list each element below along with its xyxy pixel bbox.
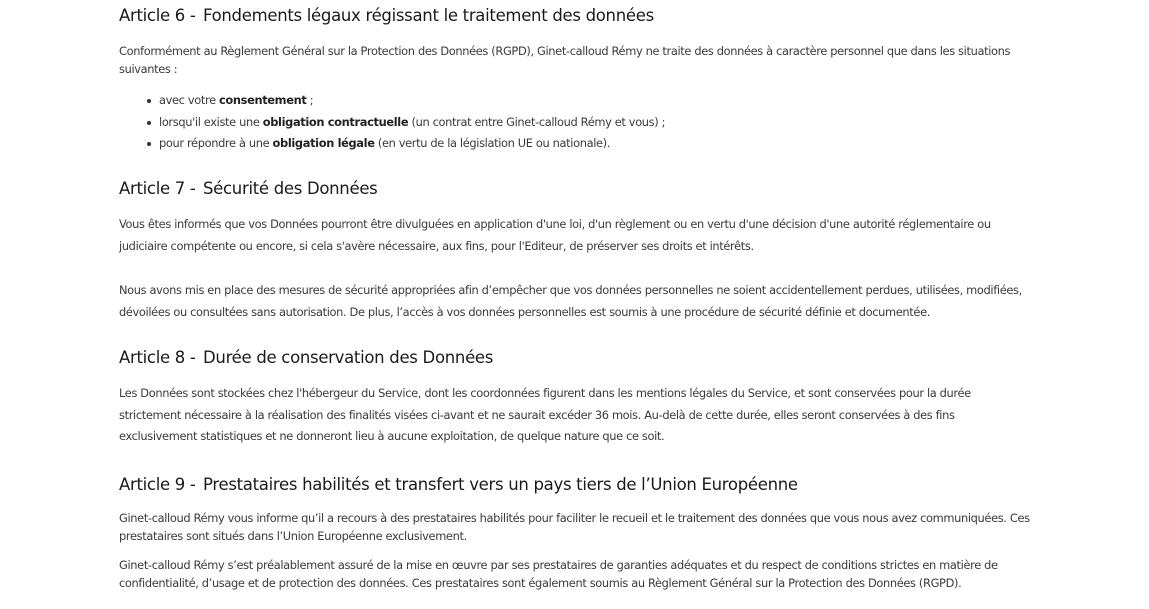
article-9-number: Article 9 - <box>119 475 196 494</box>
list-item: avec votre consentement ; <box>147 90 665 112</box>
list-item: lorsqu'il existe une obligation contractuelle (un contrat entre Ginet-calloud Rémy et vous) ; <box>147 112 665 134</box>
article-9-title: Prestataires habilités et transfert vers un pays tiers de l’Union Européenne <box>203 475 798 494</box>
article-6-heading <box>119 6 654 25</box>
article-8-number: Article 8 - <box>119 348 196 367</box>
article-8-heading <box>119 348 493 367</box>
article-7-title: Sécurité des Données <box>203 179 378 198</box>
article-6-number: Article 6 - <box>119 6 196 25</box>
article-8-title: Durée de conservation des Données <box>203 348 494 367</box>
article-8-paragraph: Les Données sont stockées chez l'hébergeur du Service, dont les coordonnées figurent dans les mentions légales du Service, et sont conservées pour la durée strictement nécessaire à la réalisation des finalités visées ci-avant et ne saurait excéder 36 mois. Au-delà de cette durée, elles seront conservées à des fins exclusivement statistiques et ne donneront lieu à aucune exploitation, de quelque nature que ce soit. <box>119 386 971 443</box>
list-item: pour répondre à une obligation légale (en vertu de la législation UE ou nationale). <box>147 133 665 155</box>
legal-basis-list <box>147 90 665 155</box>
article-6-title: Fondements légaux régissant le traitement des données <box>203 6 654 25</box>
article-6-intro: Conformément au Règlement Général sur la Protection des Données (RGPD), Ginet-calloud Rémy ne traite des données à caractère personnel que dans les situations suivantes : <box>119 44 1011 76</box>
article-7-paragraph-2: Nous avons mis en place des mesures de sécurité appropriées afin d’empêcher que vos données personnelles ne soient accidentellement perdues, utilisées, modifiées, dévoilées ou consultées sans autorisation. De plus, l’accès à vos données personnelles est soumis à une procédure de sécurité définie et documentée. <box>119 283 1022 319</box>
article-7-paragraph-1: Vous êtes informés que vos Données pourront être divulguées en application d'une loi, d'un règlement ou en vertu d'une décision d'une autorité réglementaire ou judiciaire compétente ou encore, si cela s'avère nécessaire, aux fins, pour l'Editeur, de préserver ses droits et intérêts. <box>119 217 991 253</box>
article-9-paragraph-2: Ginet-calloud Rémy s’est préalablement assuré de la mise en œuvre par ses prestataires de garanties adéquates et du respect de conditions strictes en matière de confidentialité, d’usage et de protection des données. Ces prestataires sont également soumis au Règlement Général sur la Protection des Données (RGPD). <box>119 558 998 590</box>
article-7-heading <box>119 179 377 198</box>
article-9-heading <box>119 475 798 494</box>
article-9-paragraph-1: Ginet-calloud Rémy vous informe qu’il a recours à des prestataires habilités pour faciliter le recueil et le traitement des données que vous nous avez communiquées. Ces prestataires sont situés dans l’Union Européenne exclusivement. <box>119 511 1030 543</box>
article-7-number: Article 7 - <box>119 179 196 198</box>
